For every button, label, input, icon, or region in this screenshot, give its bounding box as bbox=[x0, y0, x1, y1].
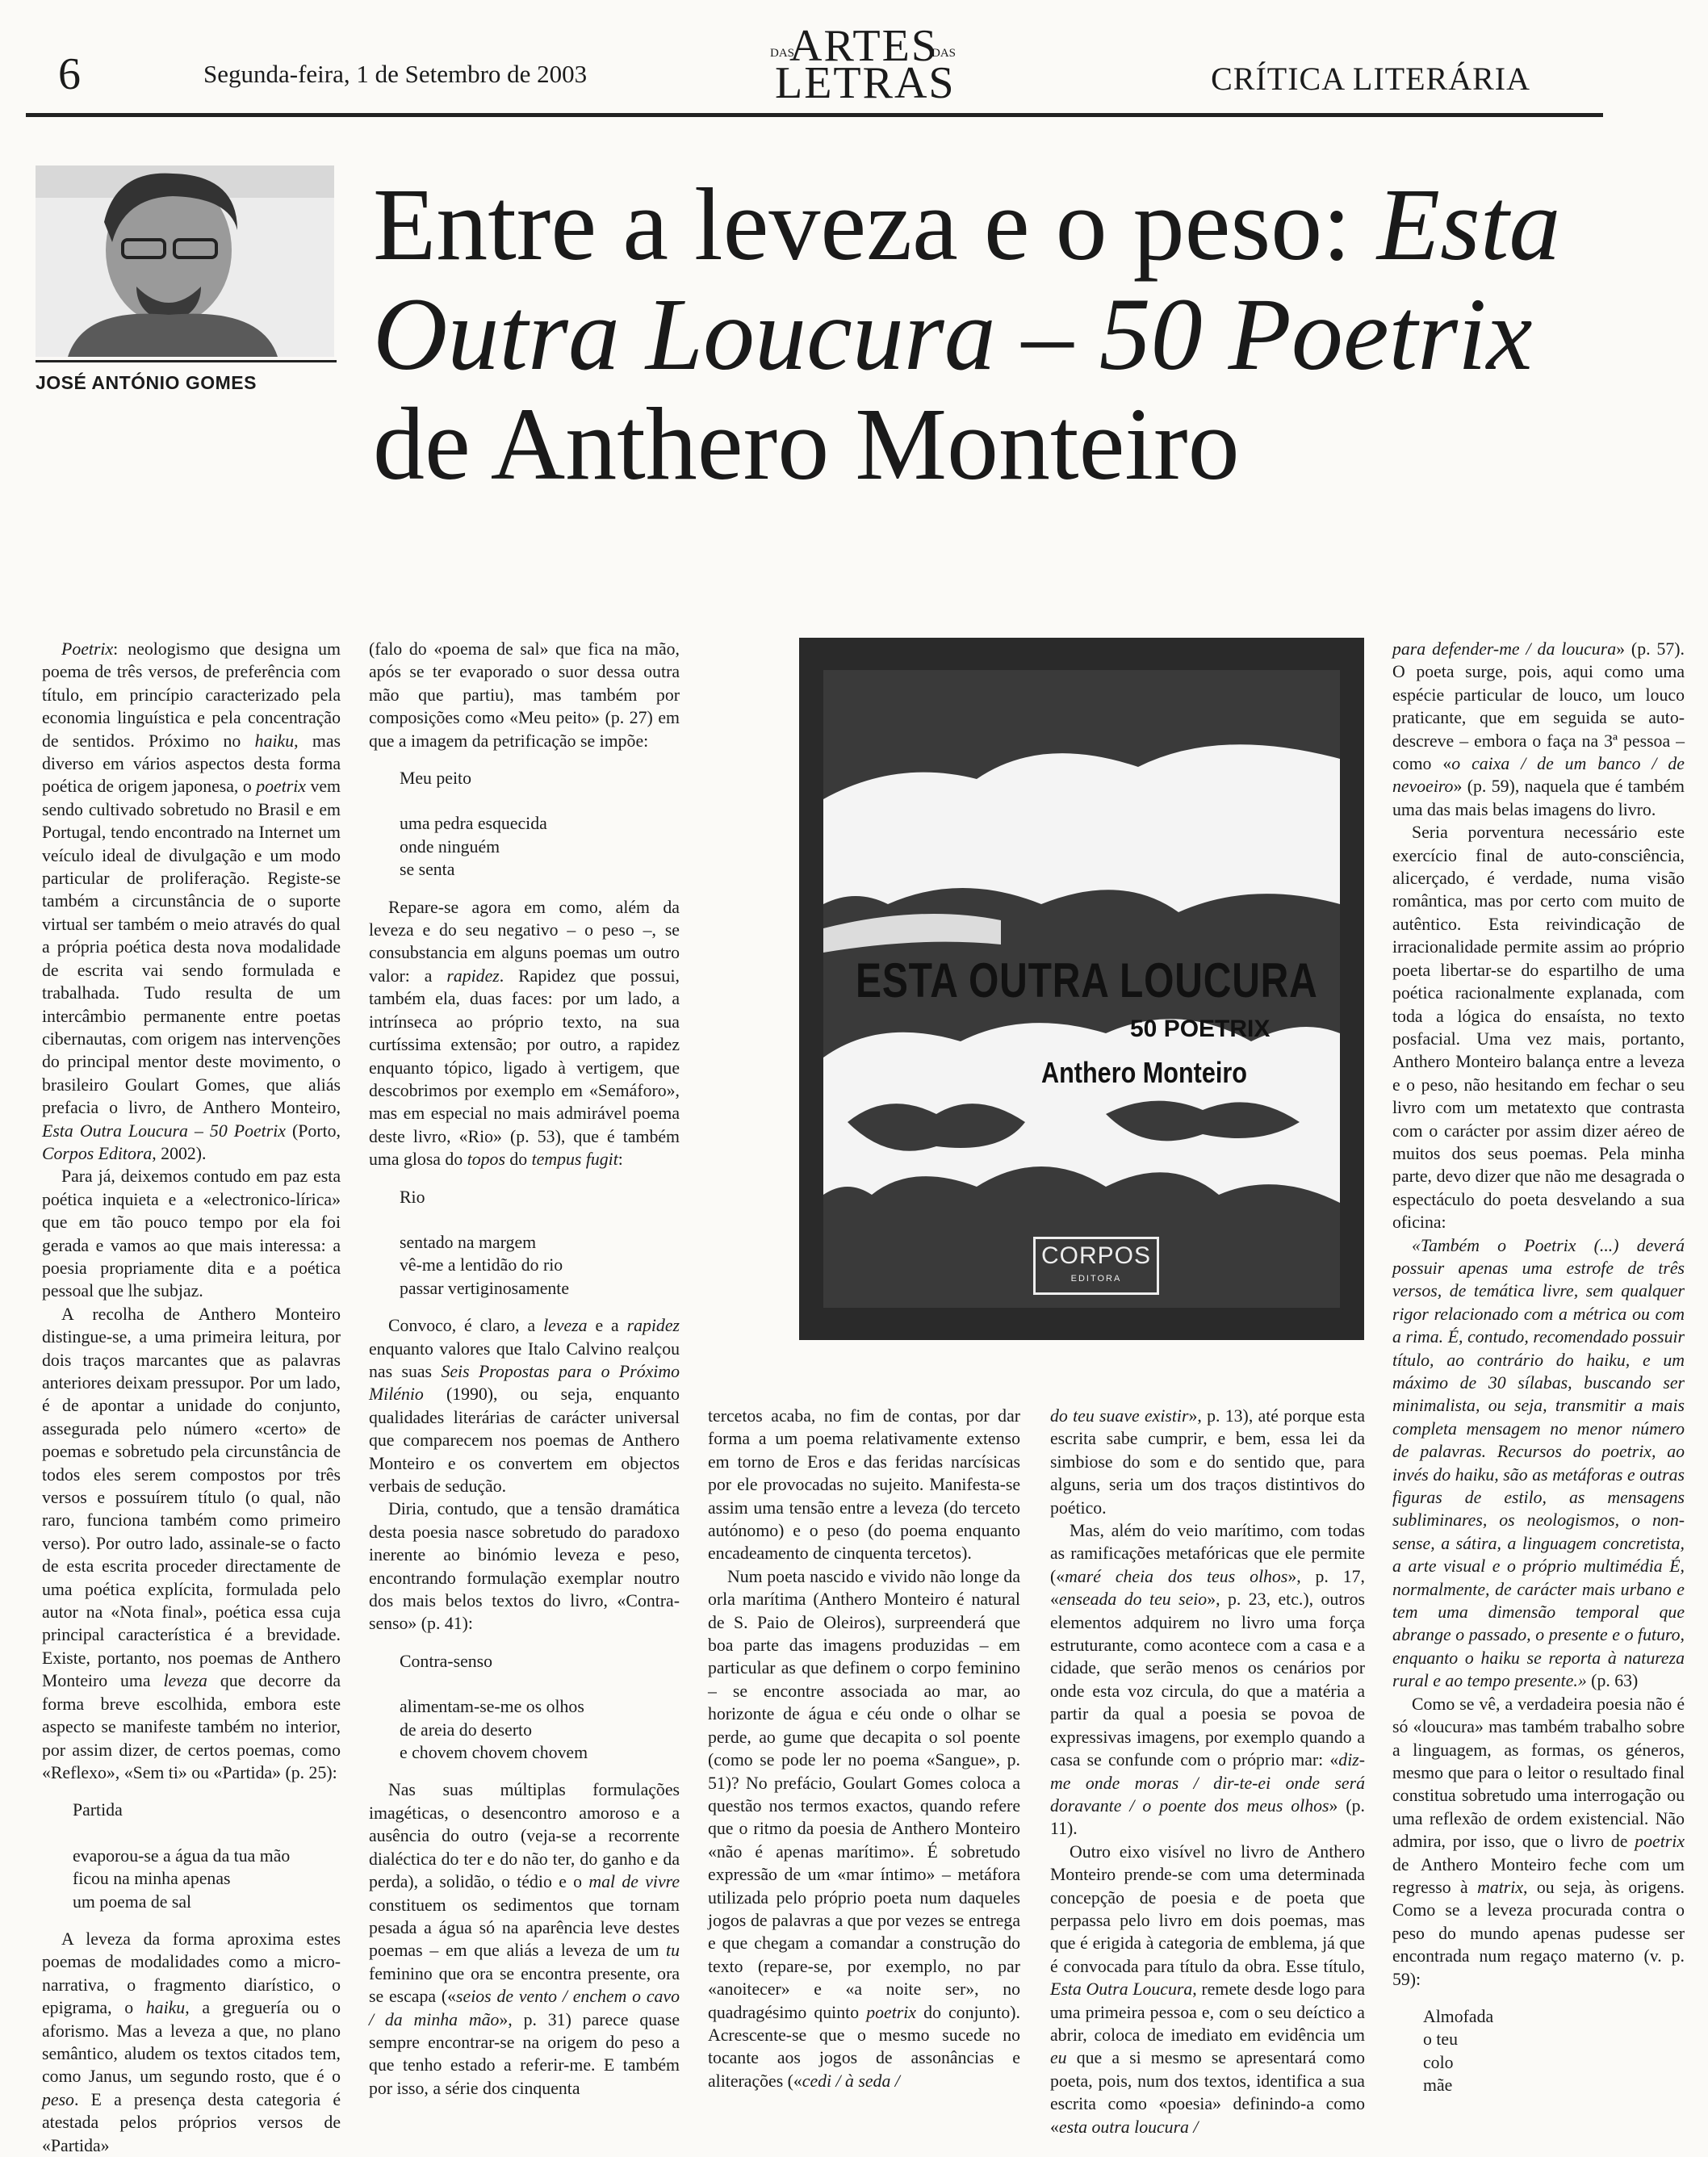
author-photo bbox=[36, 165, 334, 357]
paragraph: (falo do «poema de sal» que fica na mão, após se ter evaporado o suor dessa outra mão que partiu), mas também por composições como «Meu peito» (p. 27) em que a imagem da petrificação se impõe: bbox=[369, 639, 680, 751]
headline bbox=[373, 167, 1681, 501]
headline-line3: de Anthero Monteiro bbox=[373, 387, 1240, 501]
poem-almofada: Almofada o teu colo mãe bbox=[1423, 2006, 1494, 2096]
paragraph: Mas, além do veio marítimo, com todas as ramificações metafóricas que ele permite («maré cheia dos teus olhos», p. 17, «enseada do teu seio», p. 23, etc.), outros elementos adquirem no livro uma força estruturante, como acontece com a casa e a cidade, que serão menos os cenários por onde esta voz circula, do que a matéria a partir da qual a poesia se povoa de expressivas imagens, por exemplo quando a casa se confunde com o próprio mar: «diz-me onde moras / dir-te-ei onde será doravante / o poente dos meus olhos» (p. 11). bbox=[1050, 1521, 1366, 1839]
issue-date: Segunda-feira, 1 de Setembro de 2003 bbox=[203, 60, 588, 88]
poem-partida: Partida evaporou-se a água da tua mão ficou na minha apenas um poema de sal bbox=[73, 1800, 291, 1912]
paragraph: Diria, contudo, que a tensão dramática desta poesia nasce sobretudo do paradoxo inerente ao binómio leveza e peso, encontrando formulação exemplar noutro dos mais belos textos do livro, «Contra-senso» (p. 41): bbox=[369, 1499, 680, 1634]
paragraph: Seria porventura necessário este exercício final de auto-consciência, alicerçado, é verdade, numa visão romântica, mas por certo com muito de autêntico. Esta reivindicação de irracionalidade permite assim ao próprio poeta libertar-se do espartilho de uma poética racionalmente explanada, com toda a lógica do ensaísta, no texto posfacial. Uma vez mais, portanto, Anthero Monteiro balança entre a leveza e o peso, não hesitando em fechar o seu livro com um metatexto que contrasta com o carácter por assim dizer aéreo de muitos dos seus poemas. Pela minha parte, devo dizer que não me desagrada o espectáculo do poeta desvelando a sua oficina: bbox=[1392, 823, 1685, 1233]
page-number: 6 bbox=[58, 49, 81, 99]
headline-line2: Outra Loucura – 50 Poetrix bbox=[373, 277, 1533, 392]
masthead-logo: DAS DAS ARTES LETRAS bbox=[770, 21, 956, 108]
paragraph: Repare-se agora em como, além da leveza e do seu negativo – o peso –, se consubstancia em alguns poemas um outro valor: a rapidez. Rapidez que possui, também ela, duas faces: por um lado, a intrínseca ao próprio texto, na sua curtíssima extensão; por outro, a rapidez enquanto tópico, ligado à vertigem, que descobrimos por exemplo em «Semáforo», mas em especial no mais admirável poema deste livro, «Rio» (p. 53), que é também uma glosa do topos do tempus fugit: bbox=[369, 897, 680, 1170]
author-portrait-image bbox=[36, 165, 334, 357]
section-title: CRÍTICA LITERÁRIA bbox=[1211, 61, 1530, 97]
masthead-top: ARTES bbox=[789, 21, 938, 71]
article-column-4 bbox=[1050, 1405, 1365, 2138]
article-column-1 bbox=[42, 638, 341, 2157]
poem-contra-senso: Contra-senso alimentam-se-me os olhos de areia do deserto e chovem chovem chovem bbox=[400, 1651, 588, 1763]
headline-line1-italic: Esta bbox=[1376, 167, 1561, 282]
author-name: JOSÉ ANTÓNIO GOMES bbox=[36, 372, 257, 393]
paragraph: Como se vê, a verdadeira poesia não é só «loucura» mas também trabalho sobre a linguagem, as formas, os géneros, mesmo que para o leitor o resultado final constitua sobretudo uma interrogação ou uma reflexão de ordem existencial. Não admira, por isso, que o livro de poetrix de Anthero Monteiro feche com um regresso à matrix, ou seja, às origens. Como se a leveza procurada contra o peso do mundo apenas pudesse ser encontrada num regaço materno (v. p. 59): bbox=[1392, 1694, 1685, 1989]
paragraph: tercetos acaba, no fim de contas, por dar forma a um poema relativamente extenso em torno de Eros e das feridas narcísicas por ele provocadas no sujeito. Manifesta-se assim uma tensão entre a leveza (do terceto autónomo) e o peso (do poema enquanto encadeamento de cinquenta tercetos). bbox=[708, 1406, 1020, 1564]
headline-line1: Entre a leveza e o peso: bbox=[373, 167, 1377, 282]
paragraph: A leveza da forma aproxima estes poemas de modalidades como a micro-narrativa, o fragmento diarístico, o epigrama, o haiku, a greguería ou o aforismo. Mas a leveza a que, no plano semântico, aludem os textos citados tem, como Janus, um segundo rosto, que é o peso. E a presença desta categoria é atestada pelos próprios versos de «Partida» bbox=[42, 1929, 341, 2155]
author-rule bbox=[36, 360, 337, 362]
article-column-2 bbox=[369, 638, 680, 2100]
paragraph: Num poeta nascido e vivido não longe da orla marítima (Anthero Monteiro é natural de S. Paio de Oleiros), surpreenderá que boa parte das imagens produzidas – em particular as que definem o corpo feminino – se encontre associada ao mar, ao horizonte de água e céu onde o olhar se perde, ao gume que decapita o sol poente (como se pode ler no poema «Sangue», p. 51)? No prefácio, Goulart Gomes coloca a questão nos termos exactos, quando refere que o ritmo da poesia de Anthero Monteiro «não é apenas marítimo». É sobretudo expressão de um «mar íntimo» – metáfora utilizada pelo próprio poeta num daqueles jogos de palavras a que por vezes se entrega e que chegam a comandar a construção do texto (repare-se, por exemplo, no par «anoitecer» e «a noite ser», no quadragésimo quinto poetrix do conjunto). Acrescente-se que o mesmo sucede no tocante aos jogos de assonâncias e aliterações («cedi / à seda / bbox=[708, 1566, 1020, 2091]
cover-title: ESTA OUTRA LOUCURA bbox=[856, 953, 1318, 1007]
cover-author: Anthero Monteiro bbox=[1041, 1056, 1247, 1089]
masthead-bottom: LETRAS bbox=[775, 58, 956, 108]
poem-rio: Rio sentado na margem vê-me a lentidão do rio passar vertiginosamente bbox=[400, 1187, 570, 1298]
paragraph: para defender-me / da loucura» (p. 57). O poeta surge, pois, aqui como uma espécie particular de louco, um louco praticante, que em seguida se auto-descreve – embora o faça na 3ª pessoa – como «o caixa / de um banco / de nevoeiro» (p. 59), naquela que é também uma das mais belas imagens do livro. bbox=[1392, 639, 1685, 819]
publisher-logo: CORPOS EDITORA bbox=[1033, 1237, 1159, 1295]
paragraph: Nas suas múltiplas formulações imagéticas, o desencontro amoroso e a ausência do outro (veja-se a recorrente dialéctica do ter e do não ter, do ganho e da perda), a solidão, o tédio e o mal de vivre constituem os sedimentos que tornam pesada a água só na aparência leve destes poemas – em que aliás a leveza de um tu feminino que ora se encontra presente, ora se escapa («seios de vento / enchem o cavo / da minha mão», p. 31) parece quase sempre encontrar-se na origem do peso a que tenho estado a referir-me. E também por isso, a série dos cinquenta bbox=[369, 1780, 680, 2098]
paragraph: Para já, deixemos contudo em paz esta poética inquieta e a «electronico-lírica» que em tão pouco tempo por ela foi gerada e vamos ao que mais interessa: a poesia propriamente dita e a poética pessoal que lhe subjaz. bbox=[42, 1166, 341, 1301]
article-column-3 bbox=[708, 1405, 1020, 2092]
paragraph: Convoco, é claro, a leveza e a rapidez enquanto valores que Italo Calvino realçou nas suas Seis Propostas para o Próximo Milénio (1990), ou seja, enquanto qualidades literárias de carácter universal que comparecem nos poemas de Anthero Monteiro e os convertem em objectos verbais de sedução. bbox=[369, 1316, 680, 1496]
poem-meu-peito: Meu peito uma pedra esquecida onde ninguém se senta bbox=[400, 769, 547, 880]
quote-paragraph: «Também o Poetrix (...) deverá possuir apenas uma estrofe de três versos, de temática livre, sem qualquer rigor relacionado com a métrica ou com a rima. É, contudo, recomendado possuir título, ao contrário do haiku, e um máximo de 30 sílabas, buscando ser minimalista, ou seja, transmitir a mais completa mensagem no menor número de palavras. Recursos do poetrix, ao invés do haiku, são as metáforas e outras figuras de estilo, as mensagens subliminares, os neologismos, o non-sense, a sátira, a linguagem concretista, a arte visual e o próprio multimédia É, normalmente, de carácter mais urbano e tem uma dimensão temporal que abrange o passado, o presente e o futuro, enquanto o haiku se reporta à natureza rural e ao tempo presente.» (p. 63) bbox=[1392, 1235, 1685, 1691]
cover-subtitle: 50 POETRIX bbox=[1130, 1016, 1271, 1042]
article-column-5 bbox=[1392, 638, 1685, 2112]
paragraph: A recolha de Anthero Monteiro distingue-se, a uma primeira leitura, por dois traços marcantes que as palavras anteriores deixam pressupor. Por um lado, é de apontar a unidade do conjunto, assegurada pelo número «certo» de poemas e sobretudo pela circunstância de todos eles serem compostos por três versos e possuírem título (o qual, não raro, funciona também como primeiro verso). Por outro lado, assinale-se o facto de esta escrita proceder directamente de uma poética explícita, formulada pelo autor na «Nota final», poética essa cuja principal característica é a brevidade. Existe, portanto, nos poemas de Anthero Monteiro uma leveza que decorre da forma breve escolhida, embora este aspecto se manifeste também no interior, por assim dizer, de certos poemas, como «Reflexo», «Sem ti» ou «Partida» (p. 25): bbox=[42, 1304, 341, 1782]
paragraph: Outro eixo visível no livro de Anthero Monteiro prende-se com uma determinada concepção de poesia e de poeta que perpassa pelo livro em dois poemas, mas que é erigida à categoria de emblema, já que é convocada para título da obra. Esse título, Esta Outra Loucura, remete desde logo para uma primeira pessoa e, com o seu deíctico a abrir, coloca de imediato em evidência um eu que a si mesmo se apresentará como poeta, pois, num dos textos, identifica a sua escrita como «poesia» definindo-a como «esta outra loucura / bbox=[1050, 1841, 1365, 2137]
paragraph: Poetrix: neologismo que designa um poema de três versos, de preferência com título, em princípio caracterizado pela economia linguística e pela concentração de sentidos. Próximo no haiku, mas diverso em vários aspectos desta forma poética de origem japonesa, o poetrix vem sendo cultivado sobretudo no Brasil e em Portugal, tendo encontrado na Internet um veículo ideal de divulgação e um modo particular de proliferação. Registe-se também a circunstância de o suporte virtual ser também o meio através do qual a própria poética desta nova modalidade de escrita vai sendo formulada e trabalhada. Tudo resulta de um intercâmbio permanente entre poetas cibernautas, com origem nas intervenções do principal mentor deste movimento, o brasileiro Goulart Gomes, que aliás prefacia o livro, de Anthero Monteiro, Esta Outra Loucura – 50 Poetrix (Porto, Corpos Editora, 2002). bbox=[42, 639, 341, 1163]
paragraph: do teu suave existir», p. 13), até porque esta escrita sabe cumprir, e bem, essa lei da simbiose do som e do sentido que, para alguns, seria um dos traços distintivos do poético. bbox=[1050, 1406, 1365, 1518]
book-cover-image bbox=[799, 638, 1364, 1340]
header-rule bbox=[26, 113, 1603, 117]
